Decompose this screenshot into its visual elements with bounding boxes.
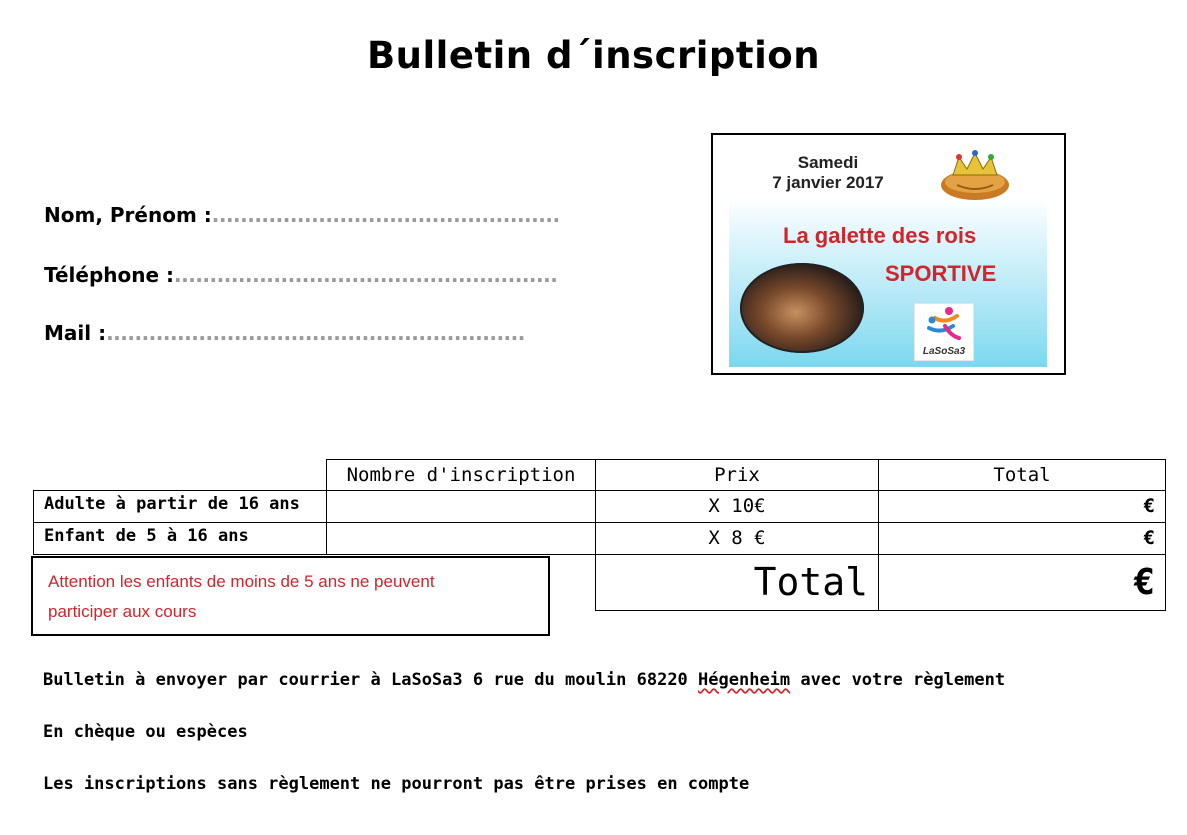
row-label-adult: Adulte à partir de 16 ans	[33, 490, 327, 523]
flyer-date-full: 7 janvier 2017	[772, 173, 884, 192]
lasosa3-logo	[914, 303, 974, 361]
col-header-count: Nombre d'inscription	[326, 459, 596, 491]
adult-price: X 10€	[595, 490, 879, 523]
warning-line1: Attention les enfants de moins de 5 ans ne peuvent	[48, 572, 435, 591]
logo-figures-icon	[915, 304, 973, 346]
col-header-total: Total	[878, 459, 1166, 491]
payment-methods: En chèque ou espèces	[43, 722, 248, 742]
child-total[interactable]: €	[878, 522, 1166, 555]
name-field[interactable]	[44, 203, 560, 227]
mailing-city: Hégenheim	[698, 670, 791, 690]
document-title: Bulletin d´inscription	[366, 34, 821, 77]
mailing-text-post: avec votre règlement	[790, 670, 1006, 690]
age-warning	[31, 556, 550, 636]
mailing-instruction	[43, 670, 1005, 690]
name-dots: .................................................	[211, 203, 560, 227]
child-price: X 8 €	[595, 522, 879, 555]
flyer-title-line1: La galette des rois	[783, 223, 977, 248]
payment-notice: Les inscriptions sans règlement ne pourront pas être prises en compte	[43, 774, 750, 794]
flyer-date	[743, 153, 913, 193]
grand-total-value[interactable]: €	[878, 554, 1166, 611]
adult-total[interactable]: €	[878, 490, 1166, 523]
flyer-photo	[740, 263, 864, 353]
col-header-price: Prix	[595, 459, 879, 491]
mail-field[interactable]	[44, 321, 525, 345]
galette-crown-icon	[939, 149, 1011, 201]
phone-dots: ......................................................	[174, 263, 558, 287]
mail-label: Mail :	[44, 321, 107, 345]
flyer-title-line2: SPORTIVE	[885, 261, 997, 286]
grand-total-label: Total	[595, 554, 879, 611]
flyer-date-day: Samedi	[797, 153, 859, 172]
event-flyer	[711, 133, 1066, 375]
mail-dots: ...........................................................	[106, 321, 525, 345]
warning-line2: participer aux cours	[48, 602, 197, 621]
mailing-text-pre: Bulletin à envoyer par courrier à LaSoSa3 6 rue du moulin 68220	[43, 670, 699, 690]
child-count-input[interactable]	[326, 522, 596, 555]
adult-count-input[interactable]	[326, 490, 596, 523]
phone-field[interactable]	[44, 263, 557, 287]
row-label-child: Enfant de 5 à 16 ans	[33, 522, 327, 555]
phone-label: Téléphone :	[44, 263, 175, 287]
logo-text: LaSoSa3	[922, 346, 966, 357]
name-label: Nom, Prénom :	[44, 203, 212, 227]
